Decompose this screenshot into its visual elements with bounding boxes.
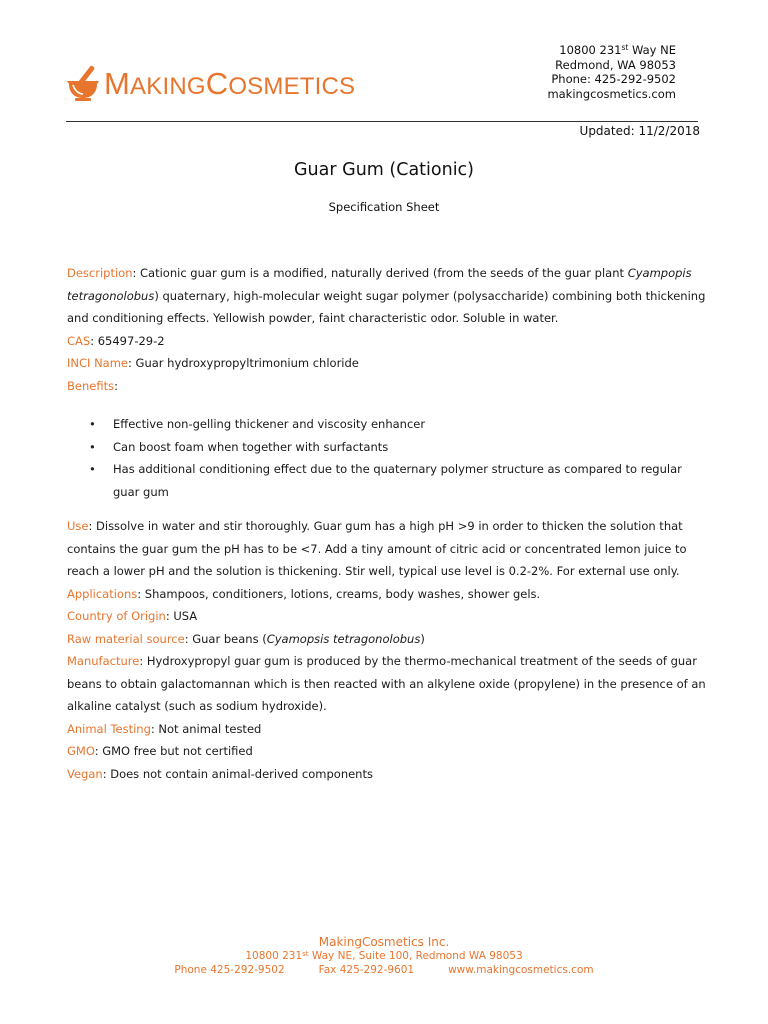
use-section: Use: Dissolve in water and stir thoroughly. Guar gum has a high pH >9 in order to thicken the solution that contains the guar gum the pH has to be <7. Add a tiny amount of citric acid or concentrated lemon juice to reach a lower pH and the solution is thickening. Stir well, typical use level is 0.2-2%. For external use only. [67, 519, 687, 578]
footer-website[interactable]: www.makingcosmetics.com [448, 963, 594, 976]
mortar-and-pestle-icon [64, 62, 102, 104]
manufacture-section: Manufacture: Hydroxypropyl guar gum is produced by the thermo-mechanical treatment of the seeds of guar beans to obtain galactomannan which is then reacted with an alkylene oxide (propylene) in the presence of an alkaline catalyst (such as sodium hydroxide). [67, 654, 706, 713]
inci-value: : Guar hydroxypropyltrimonium chloride [128, 356, 359, 370]
description-label: Description [67, 266, 133, 280]
vegan-label: Vegan [67, 766, 103, 781]
header-website: makingcosmetics.com [547, 86, 676, 101]
raw-source-section: Raw material source: Guar beans (Cyamopsis tetragonolobus) [67, 631, 425, 646]
applications-section: Applications: Shampoos, conditioners, lotions, creams, body washes, shower gels. [67, 586, 541, 601]
header-phone: Phone: 425-292-9502 [551, 72, 676, 86]
brand-logo [64, 62, 355, 104]
use-label: Use [67, 519, 89, 533]
inci-label: INCI Name [67, 356, 128, 370]
page-subtitle: Specification Sheet [328, 200, 440, 214]
animal-testing-section: Animal Testing: Not animal tested [67, 721, 262, 736]
footer-phone: Phone 425-292-9502 [174, 963, 285, 976]
footer-contacts [0, 964, 768, 978]
brand-wordmark: MAKINGCOSMETICS [104, 65, 356, 101]
vegan-section: Vegan: Does not contain animal-derived components [67, 766, 373, 781]
gmo-label: GMO [67, 744, 95, 758]
cas-section [67, 330, 707, 353]
description-section: Description: Cationic guar gum is a modified, naturally derived (from the seeds of the guar plant Cyampopis tetragonolobus) quaternary, high-molecular weight sugar polymer (polysaccharide) combining both thickening and conditioning effects. Yellowish powder, faint characteristic odor. Soluble in water. [67, 266, 706, 325]
gmo-section: GMO: GMO free but not certified [67, 744, 253, 758]
benefits-heading: Benefits: [67, 378, 118, 393]
updated-date: Updated: 11/2/2018 [579, 124, 700, 138]
list-item: • Can boost foam when together with surfactants [89, 439, 389, 454]
spec-content [67, 262, 707, 785]
footer-company: MakingCosmetics Inc. [318, 935, 450, 949]
manufacture-label: Manufacture [67, 654, 140, 668]
origin-label: Country of Origin [67, 609, 166, 623]
footer-fax: Fax 425-292-9601 [318, 963, 415, 976]
cas-value: : 65497-29-2 [90, 333, 165, 348]
address-line-2: Redmond, WA 98053 [555, 57, 676, 72]
header-address [476, 43, 676, 101]
inci-section [67, 352, 707, 375]
list-item: • Has additional conditioning effect due to the quaternary polymer structure as compared to regular guar gum [89, 462, 682, 499]
page-title: Guar Gum (Cationic) [294, 160, 474, 180]
benefits-label: Benefits [67, 378, 115, 393]
animal-testing-label: Animal Testing [67, 721, 151, 736]
applications-label: Applications [67, 586, 138, 601]
header-divider [66, 121, 698, 122]
list-item: • Effective non-gelling thickener and viscosity enhancer [89, 417, 426, 431]
footer-address: 10800 231st Way NE, Suite 100, Redmond WA 98053 [245, 950, 523, 962]
origin-section: Country of Origin: USA [67, 609, 198, 623]
raw-source-label: Raw material source [67, 631, 185, 646]
page-footer [0, 934, 768, 977]
address-line-1: 10800 231st Way NE [559, 43, 676, 57]
cas-label: CAS [67, 333, 91, 348]
benefits-list [67, 413, 707, 503]
